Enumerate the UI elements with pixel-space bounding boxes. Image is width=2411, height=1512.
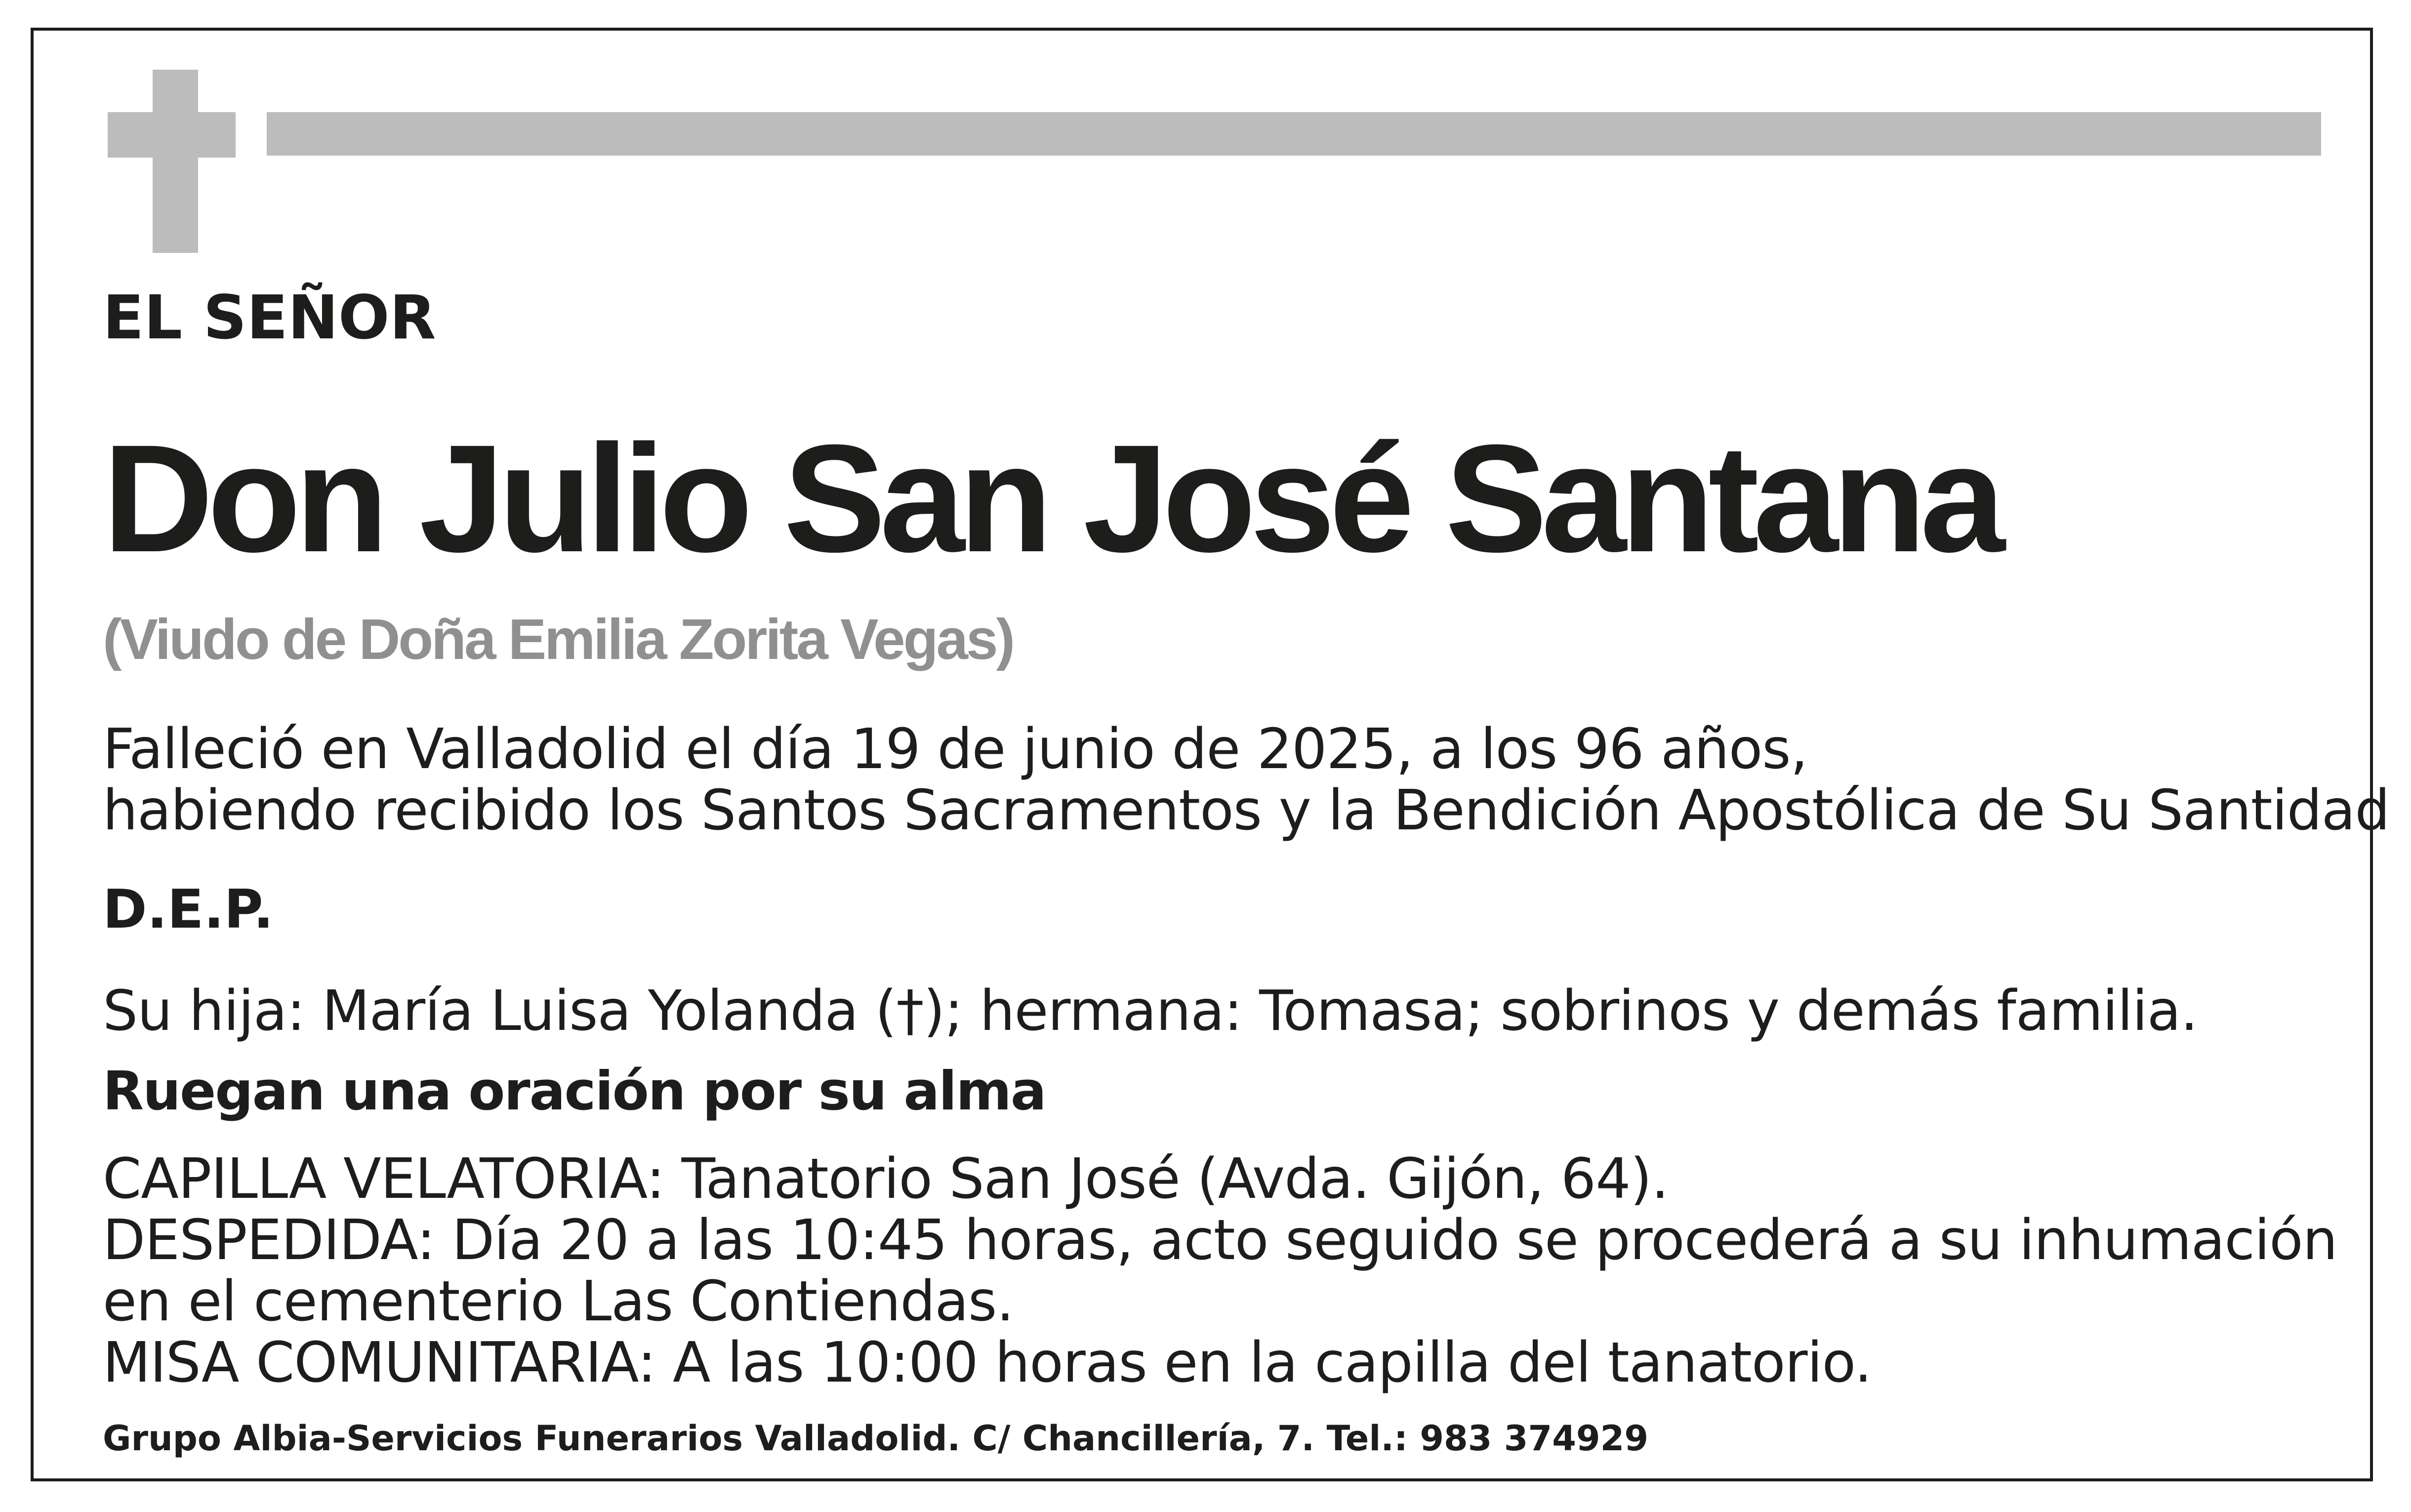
family-line: Su hija: María Luisa Yolanda (†); hermana: Tomasa; sobrinos y demás familia. xyxy=(103,979,2198,1043)
death-line-1: Falleció en Valladolid el día 19 de junio de 2025, a los 96 años, xyxy=(103,717,1808,781)
title-prefix: EL SEÑOR xyxy=(103,283,436,353)
funeral-home-footer: Grupo Albia-Servicios Funerarios Valladolid. C/ Chancillería, 7. Tel.: 983 374929 xyxy=(103,1418,1649,1459)
deceased-name: Don Julio San José Santana xyxy=(103,412,2000,584)
farewell-line-2: en el cementerio Las Contiendas. xyxy=(103,1269,1014,1334)
mass-line: MISA COMUNITARIA: A las 10:00 horas en la capilla del tanatorio. xyxy=(103,1331,1872,1395)
farewell-line-1: DESPEDIDA: Día 20 a las 10:45 horas, acto seguido se procederá a su inhumación xyxy=(103,1208,2337,1272)
cross-vertical-bar xyxy=(153,70,198,253)
death-line-2: habiendo recibido los Santos Sacramentos y la Bendición Apostólica de Su Santidad xyxy=(103,778,2390,843)
chapel-line: CAPILLA VELATORIA: Tanatorio San José (Avda. Gijón, 64). xyxy=(103,1147,1669,1211)
widow-note: (Viudo de Doña Emilia Zorita Vegas) xyxy=(103,607,1014,671)
rip-label: D.E.P. xyxy=(103,879,274,940)
prayer-request: Ruegan una oración por su alma xyxy=(103,1061,1046,1122)
header-rule xyxy=(267,112,2321,156)
cross-horizontal-bar xyxy=(108,112,236,158)
